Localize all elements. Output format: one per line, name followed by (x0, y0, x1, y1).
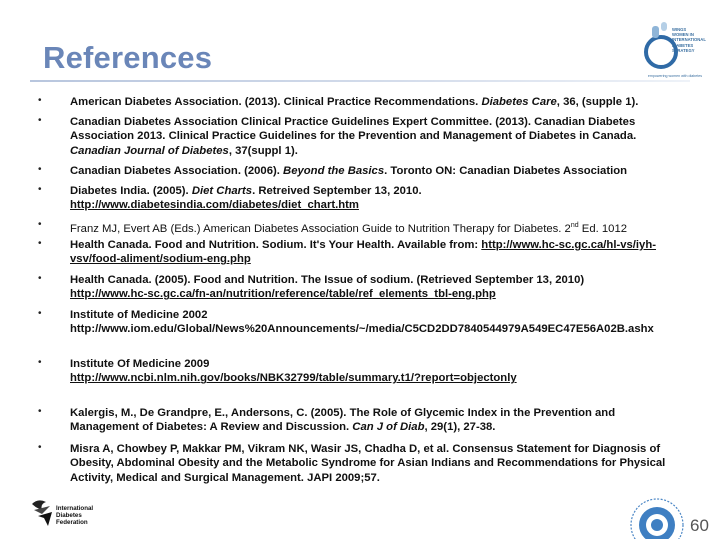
reference-text-run: . Toronto ON: Canadian Diabetes Association (384, 165, 628, 177)
reference-text-run: Canadian Diabetes Association Clinical Practice Guidelines Expert Committee. (2013). Canadian Diabetes Association 2013. Clinical Practice Guidelines for the Prevention and Management of Diabetes in Canada. (70, 116, 637, 143)
reference-text-run: Can J of Diab (352, 421, 425, 434)
reference-text (70, 95, 680, 109)
bullet-icon: • (38, 184, 42, 195)
reference-text-run: Canadian Journal of Diabetes (70, 144, 229, 157)
bullet-icon: • (38, 115, 42, 126)
page-number: 60 (690, 516, 709, 535)
reference-text (70, 406, 680, 435)
reference-url[interactable]: http://www.hc-sc.gc.ca/hl-vs/iyh-vsv/food-aliment/sodium-eng.php (70, 239, 657, 266)
reference-text-run: Diet Charts (191, 185, 253, 197)
idf-logo-text: International Diabetes Federation (56, 505, 94, 526)
reference-text (70, 164, 680, 178)
reference-text (70, 115, 680, 158)
reference-text-run: , 29(1), 27-38. (424, 421, 496, 434)
bullet-icon: • (38, 164, 42, 175)
reference-text-run: Diabetes Care (481, 96, 557, 108)
reference-text-run: Canadian Diabetes Association. (2006). (70, 165, 284, 177)
reference-text-run: Health Canada. Food and Nutrition. Sodium. It's Your Health. Available from: (70, 239, 482, 251)
reference-text-run: Diabetes India. (2005). (70, 185, 192, 197)
reference-text (70, 184, 680, 213)
reference-text-run: American Diabetes Association. (2013). Clinical Practice Recommendations. (70, 96, 482, 108)
reference-text (70, 357, 680, 386)
bullet-icon: • (38, 308, 42, 319)
bullet-icon: • (38, 219, 42, 230)
reference-text (70, 442, 680, 485)
reference-text-run: Beyond the Basics (283, 165, 385, 177)
wings-tagline: empowering women with diabetes (647, 74, 703, 78)
reference-url[interactable]: http://www.hc-sc.gc.ca/fn-an/nutrition/reference/table/ref_elements_tbl-eng.php (70, 288, 496, 301)
reference-text-run: Kalergis, M., De Grandpre, E., Andersons, C. (2005). The Role of Glycemic Index in the Prevention and Management of Diabetes: A Review and Discussion. (70, 407, 616, 434)
reference-text-run: nd (570, 222, 579, 229)
bullet-icon: • (38, 406, 42, 417)
reference-text-run: Institute of Medicine 2002 http://www.iom.edu/Global/News%20Announcements/~/media/C5CD2DD7840544979A549EC47E56A02B.ashx (70, 309, 654, 336)
reference-text-run: Health Canada. (2005). Food and Nutrition. The Issue of sodium. (Retrieved September 13, 2010) (70, 274, 585, 286)
reference-text-run: Ed. 1012 (578, 222, 628, 235)
reference-text (70, 219, 680, 236)
reference-url[interactable]: http://www.diabetesindia.com/diabetes/diet_chart.htm (70, 199, 359, 212)
reference-text-run: Franz MJ, Evert AB (Eds.) American Diabetes Association Guide to Nutrition Therapy for Diabetes. 2 (70, 222, 571, 235)
bullet-icon: • (38, 442, 42, 453)
bullet-icon: • (38, 357, 42, 368)
reference-text (70, 308, 680, 337)
reference-text (70, 238, 680, 267)
reference-text-run: Misra A, Chowbey P, Makkar PM, Vikram NK, Wasir JS, Chadha D, et al. Consensus Statement for Diagnosis of Obesity, Abdominal Obesity and the Metabolic Syndrome for Asian Indians and Recommendations for Physical Activity, Medical and Surgical Management. JAPI 2009;57. (70, 443, 666, 484)
bullet-icon: • (38, 273, 42, 284)
page-title: References (43, 40, 213, 75)
reference-text-run: , 37(suppl 1). (228, 144, 298, 157)
reference-text-run: . Retreived September 13, 2010. (252, 185, 422, 197)
reference-text (70, 273, 680, 302)
reference-url[interactable]: http://www.ncbi.nlm.nih.gov/books/NBK32799/table/summary.t1/?report=objectonly (70, 372, 517, 385)
bullet-icon: • (38, 95, 42, 106)
reference-text-run: Institute Of Medicine 2009 (70, 358, 210, 370)
world-diabetes-day-logo-icon (627, 491, 687, 539)
wings-logo-text: WINGS WOMEN IN INTERNATIONAL DIABETES STRATEGY (672, 27, 706, 53)
reference-text-run: , 36, (supple 1). (556, 96, 639, 108)
bullet-icon: • (38, 238, 42, 249)
